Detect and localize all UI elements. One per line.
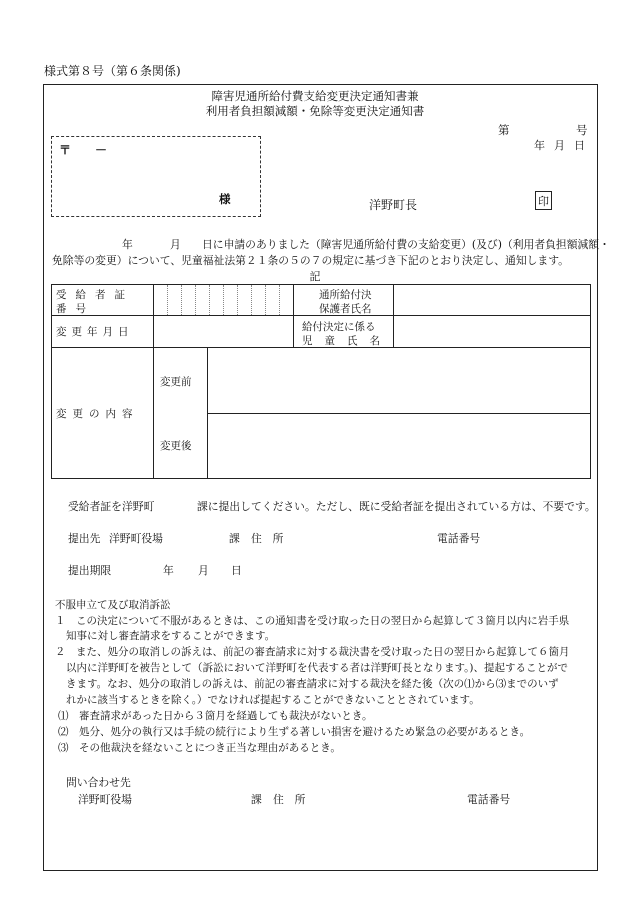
document-number-suffix: 号 [576, 123, 588, 137]
form-number: 様式第８号（第６条関係) [44, 64, 181, 78]
appeal-p1-line2: 知事に対し審査請求をすることができます。 [66, 630, 276, 642]
appeal-p2-line3: きます。なお、処分の取消しの訴えは、前記の審査請求に対する裁決を経た後（次の⑴から⑶までのいず [66, 678, 559, 690]
child-label-2: 児童氏名 [302, 335, 392, 347]
document-title-line2: 利用者負担額減額・免除等変更決定通知書 [205, 104, 425, 118]
intro-line2: 免除等の変更）について、児童福祉法第２１条の５の７の規定に基づき下記のとおり決定し、通知します。 [52, 254, 569, 267]
deadline-month: 月 [198, 564, 209, 577]
postal-mark: 〒 － [59, 143, 108, 157]
digit-separator [181, 285, 182, 315]
guardian-label-2: 保護者氏名 [319, 303, 372, 315]
details-table [51, 284, 591, 479]
deadline-year: 年 [163, 564, 174, 577]
inquiry-heading: 問い合わせ先 [66, 776, 131, 789]
submit-to-office: 洋野町役場 [109, 532, 163, 545]
intro-rest: 日に申請のありました（障害児通所給付費の支給変更）(及び)（利用者負担額減額・ [202, 238, 610, 251]
seal-mark: 印 [535, 191, 552, 210]
inquiry-office: 洋野町役場 [78, 793, 132, 806]
deadline-label: 提出期限 [68, 564, 112, 577]
appeal-item3: ⑶ その他裁決を経ないことにつき正当な理由があるとき。 [58, 742, 341, 754]
change-content-label: 変更の内容 [56, 408, 139, 420]
appeal-p2-line1: ２ また、処分の取消しの訴えは、前記の審査請求に対する裁決書を受け取った日の翌日から起算して６箇月 [55, 646, 570, 658]
table-col-divider [293, 285, 294, 347]
digit-separator [251, 285, 252, 315]
document-title-line1: 障害児通所給付費支給変更決定通知書兼 [211, 89, 419, 103]
child-label-1: 給付決定に係る [302, 321, 376, 333]
digit-separator [195, 285, 196, 315]
appeal-p2-line4: れかに該当するときを除く。）でなければ提起することができないこととされています。 [66, 694, 480, 706]
addressee-suffix: 様 [219, 192, 231, 206]
submission-note [68, 499, 596, 514]
intro-year: 年 [122, 238, 133, 251]
digit-separator [223, 285, 224, 315]
submit-to-section: 課 [229, 532, 240, 545]
submission-note-a: 受給者証を洋野町 [68, 500, 155, 513]
issuer-name: 洋野町長 [369, 198, 418, 212]
digit-separator [279, 285, 280, 315]
intro-month: 月 [170, 238, 181, 251]
table-col-divider [393, 285, 394, 347]
issue-date: 年月日 [534, 139, 594, 152]
after-label: 変更後 [160, 440, 192, 452]
submit-to-phone: 電話番号 [437, 532, 481, 545]
deadline-day: 日 [231, 564, 242, 577]
document-number-prefix: 第 [498, 123, 510, 137]
submit-to-label: 提出先 [68, 532, 101, 545]
appeal-item2: ⑵ 処分、処分の執行又は手続の続行により生ずる著しい損害を避けるため緊急の必要があるとき。 [58, 726, 531, 738]
digit-separator [265, 285, 266, 315]
submission-note-b: 課に提出してください。ただし、既に受給者証を提出されている方は、不要です。 [197, 500, 596, 513]
appeal-item1: ⑴ 審査請求があった日から３箇月を経過しても裁決がないとき。 [58, 710, 373, 722]
table-col-divider [207, 347, 208, 478]
ki-heading: 記 [309, 270, 321, 283]
cert-label-1: 受給者証 [56, 289, 134, 301]
appeal-p1-line1: １ この決定について不服があるときは、この通知書を受け取った日の翌日から起算して３箇月以内に岩手県 [55, 615, 570, 627]
appeal-heading: 不服申立て及び取消訴訟 [55, 599, 171, 611]
inquiry-address: 住 所 [273, 793, 306, 806]
table-row-divider [207, 413, 590, 414]
before-label: 変更前 [160, 376, 192, 388]
change-date-label: 変更年月日 [56, 326, 134, 338]
digit-separator [167, 285, 168, 315]
inquiry-section: 課 [251, 793, 262, 806]
submit-to-address: 住 所 [251, 532, 284, 545]
digit-separator [209, 285, 210, 315]
inquiry-phone: 電話番号 [467, 793, 511, 806]
cert-label-2: 番号 [56, 303, 95, 315]
digit-separator [237, 285, 238, 315]
table-col-divider [153, 285, 154, 478]
appeal-p2-line2: 以内に洋野町を被告として（訴訟において洋野町を代表する者は洋野町長となります。)、提起することがで [66, 662, 569, 674]
guardian-label-1: 通所給付決 [319, 289, 372, 301]
